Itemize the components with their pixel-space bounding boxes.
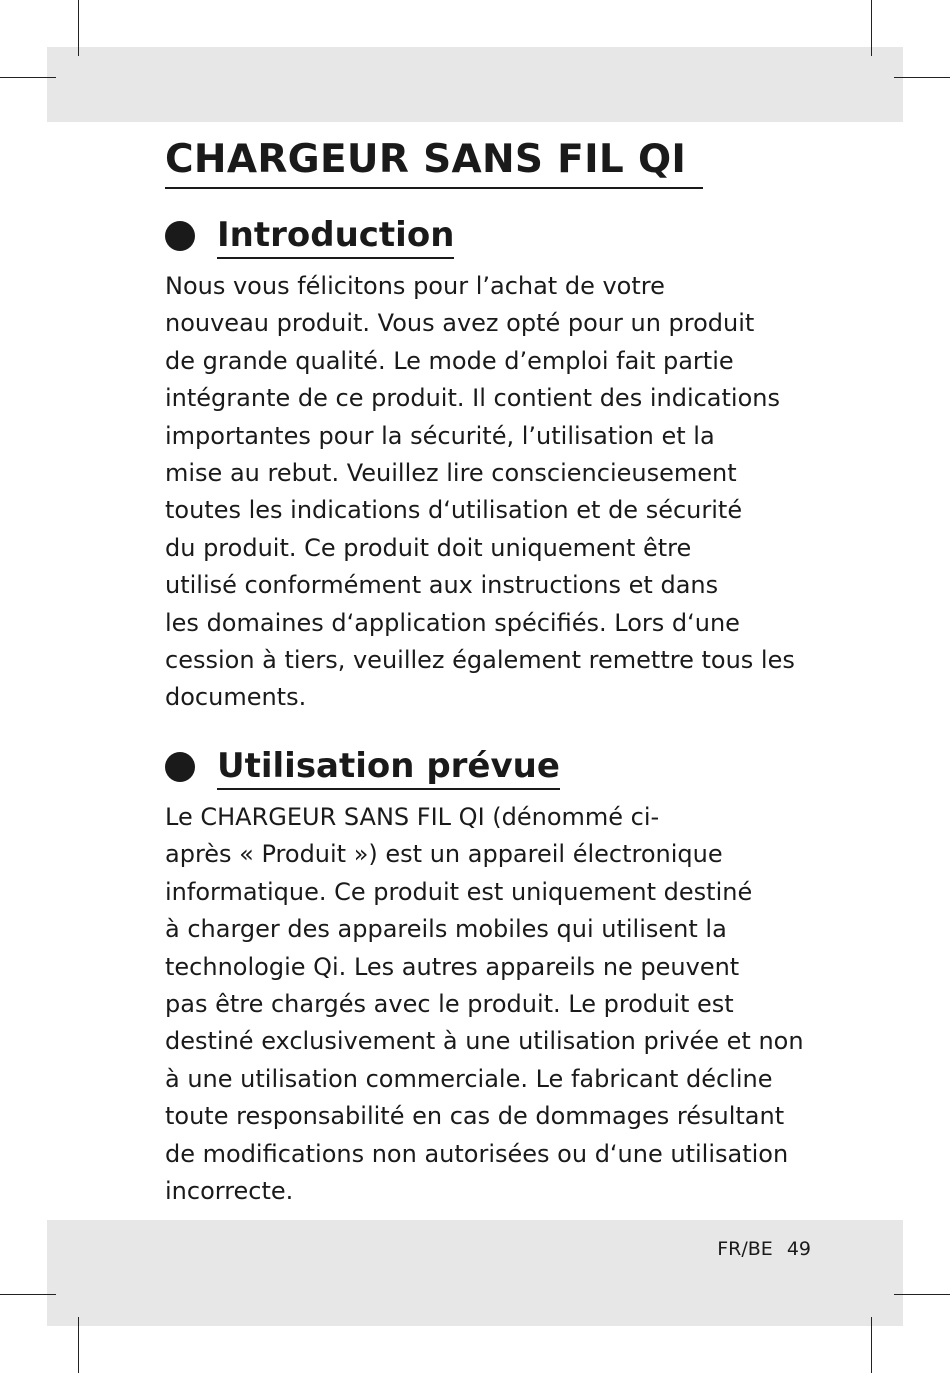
text-line: à charger des appareils mobiles qui utilisent la <box>165 915 727 944</box>
page-footer <box>717 1236 811 1262</box>
locale-label: FR/BE <box>717 1238 773 1260</box>
crop-mark <box>894 1294 950 1295</box>
text-line: utilisé conformément aux instructions et dans <box>165 571 719 600</box>
section-introduction-body <box>165 268 855 717</box>
text-line: cession à tiers, veuillez également remettre tous les <box>165 646 795 675</box>
text-line: importantes pour la sécurité, l’utilisation et la <box>165 421 715 450</box>
crop-mark <box>78 0 79 56</box>
text-line: mise au rebut. Veuillez lire consciencieusement <box>165 459 737 488</box>
section-intended-use-header <box>165 745 560 789</box>
text-line: toutes les indications d‘utilisation et de sécurité <box>165 496 743 525</box>
text-line: pas être chargés avec le produit. Le produit est <box>165 990 734 1019</box>
text-line: toute responsabilité en cas de dommages résultant <box>165 1102 785 1131</box>
section-intended-use-body <box>165 799 855 1210</box>
text-line: Le CHARGEUR SANS FIL QI (dénommé ci- <box>165 803 660 831</box>
header-band <box>47 47 903 122</box>
section-heading: Utilisation prévue <box>217 744 560 790</box>
crop-mark <box>78 1317 79 1373</box>
section-introduction-header <box>165 214 454 258</box>
text-line: à une utilisation commerciale. Le fabricant décline <box>165 1064 773 1093</box>
text-line: documents. <box>165 683 307 712</box>
page-number: 49 <box>786 1238 811 1260</box>
title-underline <box>165 187 703 189</box>
section-heading: Introduction <box>217 213 454 259</box>
text-line: informatique. Ce produit est uniquement destiné <box>165 877 753 906</box>
bullet-icon <box>165 752 195 782</box>
text-line: Nous vous félicitons pour l’achat de votre <box>165 272 665 300</box>
crop-mark <box>0 77 56 78</box>
text-line: technologie Qi. Les autres appareils ne peuvent <box>165 952 740 981</box>
text-line: incorrecte. <box>165 1177 294 1206</box>
text-line: les domaines d‘application spécifiés. Lors d‘une <box>165 608 740 637</box>
text-line: destiné exclusivement à une utilisation privée et non <box>165 1027 804 1056</box>
crop-mark <box>871 1317 872 1373</box>
crop-mark <box>0 1294 56 1295</box>
bullet-icon <box>165 221 195 251</box>
text-line: après « Produit ») est un appareil électronique <box>165 840 723 869</box>
page-title: CHARGEUR SANS FIL QI <box>165 137 687 182</box>
crop-mark <box>871 0 872 56</box>
text-line: intégrante de ce produit. Il contient des indications <box>165 384 780 413</box>
text-line: du produit. Ce produit doit uniquement être <box>165 533 692 562</box>
text-line: de grande qualité. Le mode d’emploi fait partie <box>165 346 734 375</box>
crop-mark <box>894 77 950 78</box>
text-line: nouveau produit. Vous avez opté pour un produit <box>165 309 755 338</box>
text-line: de modifications non autorisées ou d‘une utilisation <box>165 1139 789 1168</box>
